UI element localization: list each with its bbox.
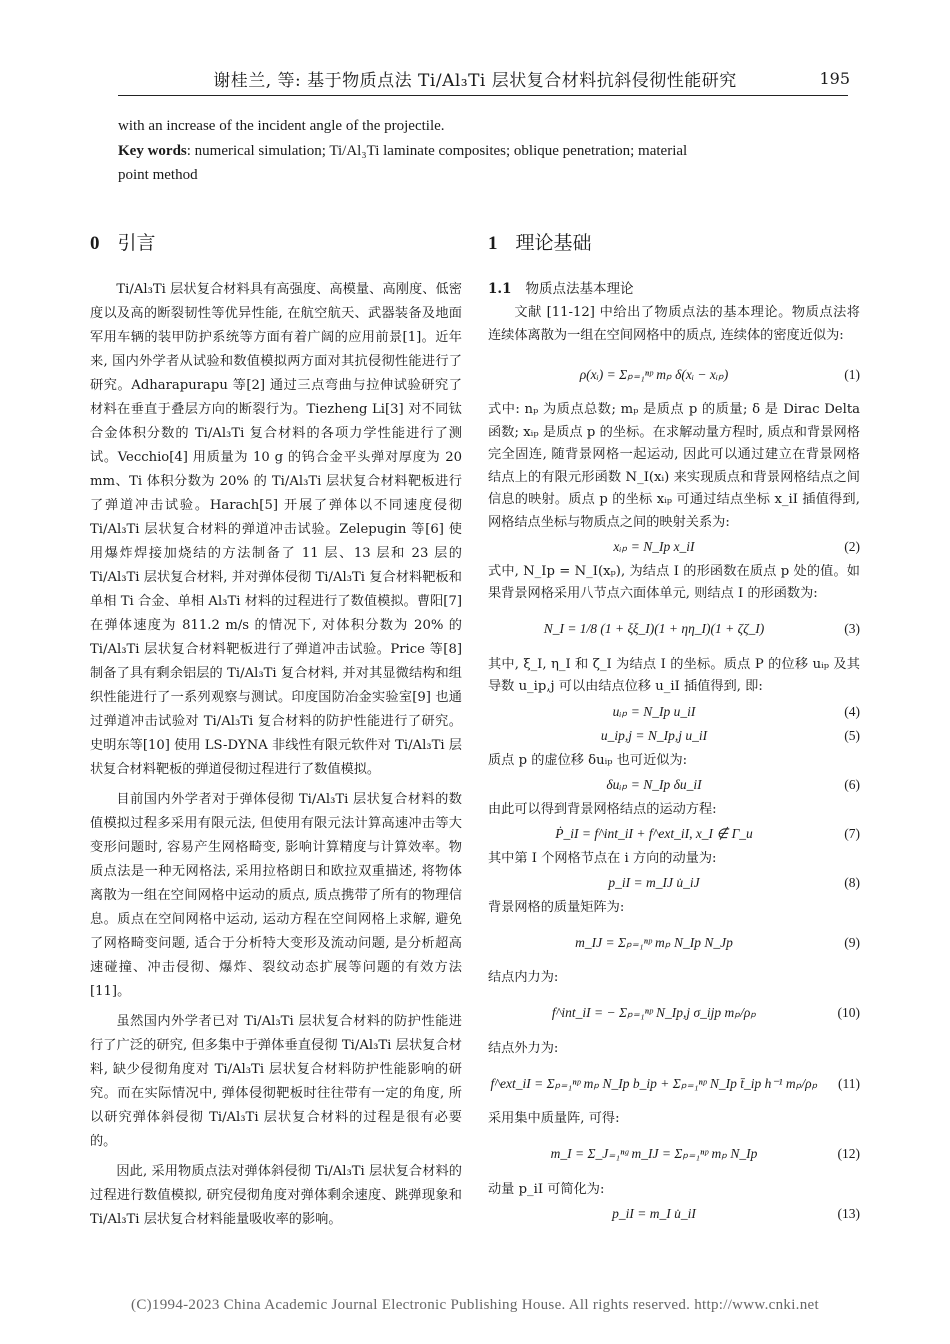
intro-paragraph-4: 因此, 采用物质点法对弹体斜侵彻 Ti/Al₃Ti 层状复合材料的过程进行数值模拟, 研究侵彻角度对弹体剩余速度、跳弹现象和 Ti/Al₃Ti 层状复合材料能量吸收率的影响。: [90, 1164, 462, 1227]
intro-paragraph-3: 虽然国内外学者已对 Ti/Al₃Ti 层状复合材料的防护性能进行了广泛的研究, 但多集中于弹体垂直侵彻 Ti/Al₃Ti 层状复合材料, 缺少侵彻角度对 Ti/Al₃Ti 层状复合材料防护性能影响的研究。而在实际情况中, 弹体侵彻靶板时往往带有一定的角度, 所以研究弹体斜侵彻 Ti/Al₃Ti 层状复合材料的过程是很有必要的。: [90, 1014, 462, 1149]
text-after-eq3: 其中, ξ_I, η_I 和 ζ_I 为结点 I 的坐标。质点 P 的位移 uᵢₚ 及其导数 u_ip,j 可以由结点位移 u_iI 插值得到, 即:: [488, 656, 860, 694]
abstract-tail: with an increase of the incident angle of the projectile.: [118, 118, 445, 134]
equation-4-number: (4): [844, 703, 860, 719]
text-after-eq9: 结点内力为:: [488, 970, 559, 985]
equation-2-number: (2): [844, 539, 860, 554]
equation-7-expr: Ṗ_iI = f^int_iI + f^ext_iI, x_I ∉ Γ_u: [555, 826, 753, 841]
section-1-number: 1: [488, 233, 498, 254]
equation-3-number: (3): [844, 621, 860, 637]
equation-10-number: (10): [837, 1005, 860, 1021]
text-after-eq6: 由此可以得到背景网格结点的运动方程:: [488, 801, 717, 817]
equation-10: [488, 992, 860, 1036]
equation-12-number: (12): [837, 1146, 860, 1162]
equation-1-expr: ρ(xᵢ) = Σₚ₌₁ⁿᵖ mₚ δ(xᵢ − xᵢₚ): [579, 366, 729, 382]
text-after-eq5: 质点 p 的虚位移 δuᵢₚ 也可近似为:: [488, 752, 688, 768]
keywords-text: : numerical simulation; Ti/Al₃Ti laminate composites; oblique penetration; material: [186, 143, 688, 159]
text-after-eq12: 动量 p_iI 可简化为:: [488, 1181, 605, 1197]
equation-13-number: (13): [837, 1206, 860, 1221]
page-number: 195: [819, 69, 850, 88]
equation-2-expr: xᵢₚ = N_Ip x_iI: [613, 539, 695, 554]
equation-11: [488, 1062, 860, 1106]
equation-6: [488, 774, 860, 797]
equation-9-number: (9): [844, 934, 860, 950]
equation-7: [488, 823, 860, 846]
keywords-continued: point method: [118, 167, 198, 183]
text-after-eq8: 背景网格的质量矩阵为:: [488, 899, 625, 915]
equation-10-expr: f^int_iI = − Σₚ₌₁ⁿᵖ N_Ip,j σ_ijp mₚ/ρₚ: [551, 1005, 757, 1021]
text-after-eq7: 其中第 I 个网格节点在 i 方向的动量为:: [488, 850, 717, 866]
equation-8-number: (8): [844, 875, 860, 890]
section-1-title: 理论基础: [515, 232, 592, 254]
equation-4-expr: uᵢₚ = N_Ip u_iI: [612, 703, 696, 719]
running-header-title: 谢桂兰, 等: 基于物质点法 Ti/Al₃Ti 层状复合材料抗斜侵彻性能研究: [213, 71, 737, 91]
equation-7-number: (7): [844, 826, 860, 841]
equation-5-number: (5): [844, 728, 860, 743]
equation-6-number: (6): [844, 777, 860, 792]
equation-13-expr: p_iI = m_I u̇_iI: [612, 1206, 696, 1221]
right-column: [488, 228, 860, 1228]
text-after-eq11: 采用集中质量阵, 可得:: [488, 1111, 620, 1126]
equation-4: [488, 701, 860, 724]
section-0-title: 引言: [117, 232, 156, 254]
equation-8: [488, 872, 860, 895]
equation-3-expr: N_I = 1/8 (1 + ξξ_I)(1 + ηη_I)(1 + ζζ_I): [543, 621, 765, 637]
section-1-heading: [488, 228, 860, 258]
keywords-label: Key words: [118, 143, 187, 159]
copyright-footer: (C)1994-2023 China Academic Journal Electronic Publishing House. All rights reserved. http://www.cnki.net: [131, 1297, 819, 1313]
equation-9: [488, 921, 860, 965]
text-after-eq10: 结点外力为:: [488, 1040, 559, 1056]
mpm-intro-text: 文献 [11-12] 中给出了物质点法的基本理论。物质点法将连续体离散为一组在空间网格中的质点, 连续体的密度近似为:: [488, 305, 860, 343]
subsection-title: 物质点法基本理论: [525, 281, 634, 297]
equation-5: [488, 725, 860, 748]
equation-1-number: (1): [844, 366, 860, 382]
equation-8-expr: p_iI = m_IJ u̇_iJ: [608, 875, 700, 890]
text-after-eq2: 式中, N_Ip = N_I(xₚ), 为结点 I 的形函数在质点 p 处的值。如果背景网格采用八节点六面体单元, 则结点 I 的形函数为:: [488, 563, 860, 601]
text-after-eq1: 式中: nₚ 为质点总数; mₚ 是质点 p 的质量; δ 是 Dirac Delta 函数; xᵢₚ 是质点 p 的坐标。在求解动量方程时, 质点和背景网格完全固连, 随背景网格一起运动, 因此可以通过建立在背景网格结点上的有限元形函数 N_I(xᵢ) 来实现质点和背景网格结点之间信息的映射。质点 p 的坐标 xᵢₚ 可通过结点坐标 x_iI 插值得到, 网格结点坐标与物质点之间的映射关系为:: [488, 402, 860, 530]
equation-6-expr: δuᵢₚ = N_Ip δu_iI: [606, 777, 702, 792]
intro-paragraph-1: Ti/Al₃Ti 层状复合材料具有高强度、高模量、高刚度、低密度以及高的断裂韧性等优异性能, 在航空航天、武器装备及地面军用车辆的装甲防护系统等方面有着广阔的应用前景[1]。近年来, 国内外学者从试验和数值模拟两方面对其抗侵彻性能进行了研究。Adharapurapu 等[2] 通过三点弯曲与拉伸试验研究了材料在垂直于叠层方向的断裂行为。Tiezheng Li[3] 对不同钛合金体积分数的 Ti/Al₃Ti 复合材料的各项力学性能进行了测试。Vecchio[4] 用质量为 10 g 的钨合金平头弹对厚度为 20 mm、Ti 体积分数为 20% 的 Ti/Al₃Ti 层状复合材料靶板进行了弹道冲击试验。Harach[5] 开展了弹体以不同速度侵彻 Ti/Al₃Ti 层状复合材料的弹道冲击试验。Zelepugin 等[6] 使用爆炸焊接加烧结的方法制备了 11 层、13 层和 23 层的 Ti/Al₃Ti 层状复合材料, 并对弹体侵彻 Ti/Al₃Ti 复合材料靶板和单相 Ti 合金、单相 Al₃Ti 材料的过程进行了数值模拟。曹阳[7] 在弹体速度为 811.2 m/s 的情况下, 对体积分数为 20% 的 Ti/Al₃Ti 层状复合材料靶板进行了弹道冲击试验。Price 等[8] 制备了具有剩余铝层的 Ti/Al₃Ti 复合材料, 并对其显微结构和组织性能进行了一系列观察与测试。印度国防冶金实验室[9] 也通过弹道冲击试验对 Ti/Al₃Ti 复合材料的防护性能进行了研究。史明东等[10] 使用 LS-DYNA 非线性有限元软件对 Ti/Al₃Ti 层状复合材料靶板的弹道侵彻过程进行了数值模拟。: [90, 282, 462, 777]
equation-11-number: (11): [838, 1075, 860, 1091]
equation-13: [488, 1203, 860, 1226]
equation-9-expr: m_IJ = Σₚ₌₁ⁿᵖ mₚ N_Ip N_Jp: [575, 934, 733, 950]
keywords-line: [118, 143, 848, 160]
section-0-number: 0: [90, 233, 100, 254]
equation-11-expr: f^ext_iI = Σₚ₌₁ⁿᵖ mₚ N_Ip b_ip + Σₚ₌₁ⁿᵖ N_Ip t̄_ip h⁻¹ mₚ/ρₚ: [490, 1075, 818, 1091]
subsection-number: 1.1: [488, 281, 512, 297]
equation-3: [488, 608, 860, 652]
section-0-heading: [90, 228, 462, 258]
equation-2: [488, 536, 860, 559]
equation-1: [488, 353, 860, 397]
header-rule: [118, 95, 848, 96]
equation-12-expr: m_I = Σ_J₌₁ⁿᵍ m_IJ = Σₚ₌₁ⁿᵖ mₚ N_Ip: [550, 1146, 758, 1162]
equation-12: [488, 1133, 860, 1177]
subsection-1-1-heading: [488, 278, 860, 302]
equation-5-expr: u_ip,j = N_Ip,j u_iI: [600, 728, 708, 743]
left-column: [90, 228, 462, 1238]
intro-paragraph-2: 目前国内外学者对于弹体侵彻 Ti/Al₃Ti 层状复合材料的数值模拟过程多采用有限元法, 但使用有限元法计算高速冲击等大变形问题时, 容易产生网格畸变, 影响计算精度与计算效率。物质点法是一种无网格法, 采用拉格朗日和欧拉双重描述, 将物体离散为一组在空间网格中运动的质点, 质点携带了所有的物理信息。质点在空间网格中运动, 运动方程在空间网格上求解, 避免了网格畸变问题, 适合于分析特大变形及流动问题, 是分析超高速碰撞、冲击侵彻、爆炸、裂纹动态扩展等问题的有效方法[11]。: [90, 792, 462, 999]
